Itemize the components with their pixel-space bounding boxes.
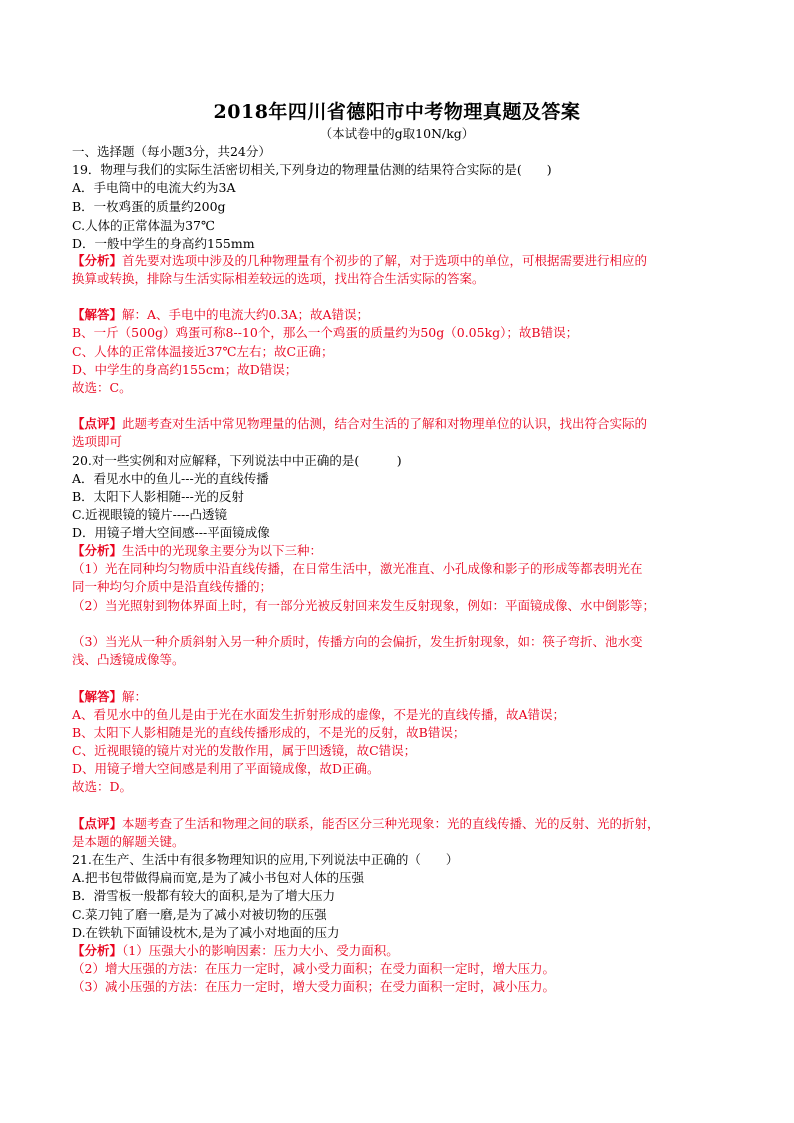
line-text: B．太阳下人影相随---光的反射 bbox=[72, 489, 244, 504]
line-text: D．一般中学生的身高约155mm bbox=[72, 236, 255, 251]
line-text: A．看见水中的鱼儿---光的直线传播 bbox=[72, 471, 269, 486]
line-text: A．手电筒中的电流大约为3A bbox=[72, 180, 236, 195]
text-line bbox=[72, 143, 271, 161]
line-text: A.把书包带做得扁而宽,是为了减小书包对人体的压强 bbox=[72, 870, 364, 885]
text-line bbox=[72, 379, 132, 397]
text-line bbox=[72, 960, 555, 978]
text-line bbox=[72, 415, 647, 433]
text-line bbox=[72, 324, 578, 342]
line-text: （2）当光照射到物体界面上时，有一部分光被反射回来发生反射现象，例如：平面镜成像、水中倒影等； bbox=[72, 598, 655, 613]
text-line bbox=[72, 433, 122, 451]
text-line bbox=[72, 161, 552, 179]
line-text: D、中学生的身高约155cm；故D错误； bbox=[72, 362, 298, 377]
line-text: B、一斤（500g）鸡蛋可称8--10个，那么一个鸡蛋的质量约为50g（0.05kg）；故B错误； bbox=[72, 325, 579, 340]
text-line bbox=[72, 524, 270, 542]
text-line bbox=[72, 361, 297, 379]
text-line bbox=[72, 597, 655, 615]
text-line bbox=[72, 815, 660, 833]
text-line bbox=[72, 906, 327, 924]
text-line bbox=[72, 452, 402, 470]
line-text: 本题考查了生活和物理之间的联系，能否区分三种光现象：光的直线传播、光的反射、光的折射， bbox=[122, 816, 660, 831]
line-text: 19．物理与我们的实际生活密切相关,下列身边的物理量估测的结果符合实际的是( ) bbox=[72, 162, 552, 177]
text-line bbox=[72, 942, 399, 960]
line-text: （3）减小压强的方法：在压力一定时，增大受力面积；在受力面积一定时，减小压力。 bbox=[72, 979, 555, 994]
text-line bbox=[72, 252, 647, 270]
line-text: 故选：C。 bbox=[72, 380, 132, 395]
line-text: 解： bbox=[122, 689, 148, 704]
line-text: 生活中的光现象主要分为以下三种： bbox=[122, 543, 323, 558]
line-text: C、人体的正常体温接近37℃左右；故C正确； bbox=[72, 344, 334, 359]
line-text: 同一种均匀介质中是沿直线传播的； bbox=[72, 579, 273, 594]
line-text: B．一枚鸡蛋的质量约200g bbox=[72, 199, 226, 214]
section-label: 【点评】 bbox=[72, 816, 123, 831]
text-line bbox=[72, 724, 465, 742]
line-text: B、太阳下人影相随是光的直线传播形成的，不是光的反射，故B错误； bbox=[72, 725, 466, 740]
line-text: B．滑雪板一般都有较大的面积,是为了增大压力 bbox=[72, 888, 336, 903]
text-line bbox=[72, 235, 255, 253]
line-text: A、看见水中的鱼儿是由于光在水面发生折射形成的虚像，不是光的直线传播，故A错误； bbox=[72, 707, 566, 722]
section-label: 【分析】 bbox=[72, 943, 123, 958]
text-line bbox=[72, 198, 226, 216]
line-text: 选项即可 bbox=[72, 434, 123, 449]
section-label: 【解答】 bbox=[72, 689, 123, 704]
text-line bbox=[72, 887, 335, 905]
line-text: C.近视眼镜的镜片----凸透镜 bbox=[72, 507, 227, 522]
section-label: 【点评】 bbox=[72, 416, 123, 431]
text-line bbox=[72, 179, 236, 197]
text-line bbox=[72, 833, 185, 851]
line-text: （1）光在同种均匀物质中沿直线传播，在日常生活中，激光准直、小孔成像和影子的形成等都表明光在 bbox=[72, 561, 643, 576]
text-line bbox=[72, 270, 485, 288]
line-text: 是本题的解题关键。 bbox=[72, 834, 185, 849]
line-text: D．用镜子增大空间感---平面镜成像 bbox=[72, 525, 270, 540]
section-label: 【解答】 bbox=[72, 307, 123, 322]
line-text: C.人体的正常体温为37℃ bbox=[72, 218, 215, 233]
line-text: 换算或转换，排除与生活实际相差较远的选项，找出符合生活实际的答案。 bbox=[72, 271, 485, 286]
text-line bbox=[72, 706, 565, 724]
text-line bbox=[72, 506, 227, 524]
text-line bbox=[72, 851, 458, 869]
line-text: 浅、凸透镜成像等。 bbox=[72, 652, 185, 667]
line-text: 首先要对选项中涉及的几种物理量有个初步的了解，对于选项中的单位，可根据需要进行相应的 bbox=[122, 253, 648, 268]
line-text: D、用镜子增大空间感是利用了平面镜成像，故D正确。 bbox=[72, 761, 380, 776]
text-line bbox=[72, 742, 416, 760]
text-line bbox=[72, 651, 185, 669]
line-text: 故选：D。 bbox=[72, 779, 133, 794]
text-line bbox=[72, 470, 269, 488]
section-label: 【分析】 bbox=[72, 543, 123, 558]
text-line bbox=[72, 560, 642, 578]
line-text: 此题考查对生活中常见物理量的估测，结合对生活的了解和对物理单位的认识，找出符合实际的 bbox=[122, 416, 648, 431]
text-line bbox=[72, 978, 555, 996]
line-text: 一、选择题（每小题3分，共24分） bbox=[72, 144, 271, 159]
text-line bbox=[72, 306, 369, 324]
text-line bbox=[72, 778, 132, 796]
text-line bbox=[72, 633, 642, 651]
line-text: （3）当光从一种介质斜射入另一种介质时，传播方向的会偏折，发生折射现象，如：筷子弯折、池水变 bbox=[72, 634, 643, 649]
text-line bbox=[72, 924, 340, 942]
text-line bbox=[72, 542, 322, 560]
line-text: （1）压强大小的影响因素：压力大小、受力面积。 bbox=[122, 943, 399, 958]
page-title: 2018年四川省德阳市中考物理真题及答案 bbox=[213, 101, 581, 123]
text-line bbox=[72, 578, 272, 596]
text-line bbox=[72, 688, 147, 706]
text-line bbox=[72, 488, 244, 506]
line-text: （2）增大压强的方法：在压力一定时，减小受力面积；在受力面积一定时，增大压力。 bbox=[72, 961, 555, 976]
page-subtitle: （本试卷中的g取10N/kg） bbox=[319, 126, 475, 141]
section-label: 【分析】 bbox=[72, 253, 123, 268]
text-line bbox=[72, 869, 364, 887]
text-line bbox=[72, 760, 380, 778]
line-text: C、近视眼镜的镜片对光的发散作用，属于凹透镜，故C错误； bbox=[72, 743, 417, 758]
line-text: 20.对一些实例和对应解释，下列说法中中正确的是( ) bbox=[72, 453, 402, 468]
text-line bbox=[72, 343, 334, 361]
line-text: 21.在生产、生活中有很多物理知识的应用,下列说法中正确的（ ） bbox=[72, 852, 459, 867]
line-text: 解：A、手电中的电流大约0.3A；故A错误； bbox=[122, 307, 369, 322]
line-text: C.菜刀钝了磨一磨,是为了减小对被切物的压强 bbox=[72, 907, 327, 922]
text-line bbox=[72, 217, 215, 235]
line-text: D.在铁轨下面铺设枕木,是为了减小对地面的压力 bbox=[72, 925, 340, 940]
